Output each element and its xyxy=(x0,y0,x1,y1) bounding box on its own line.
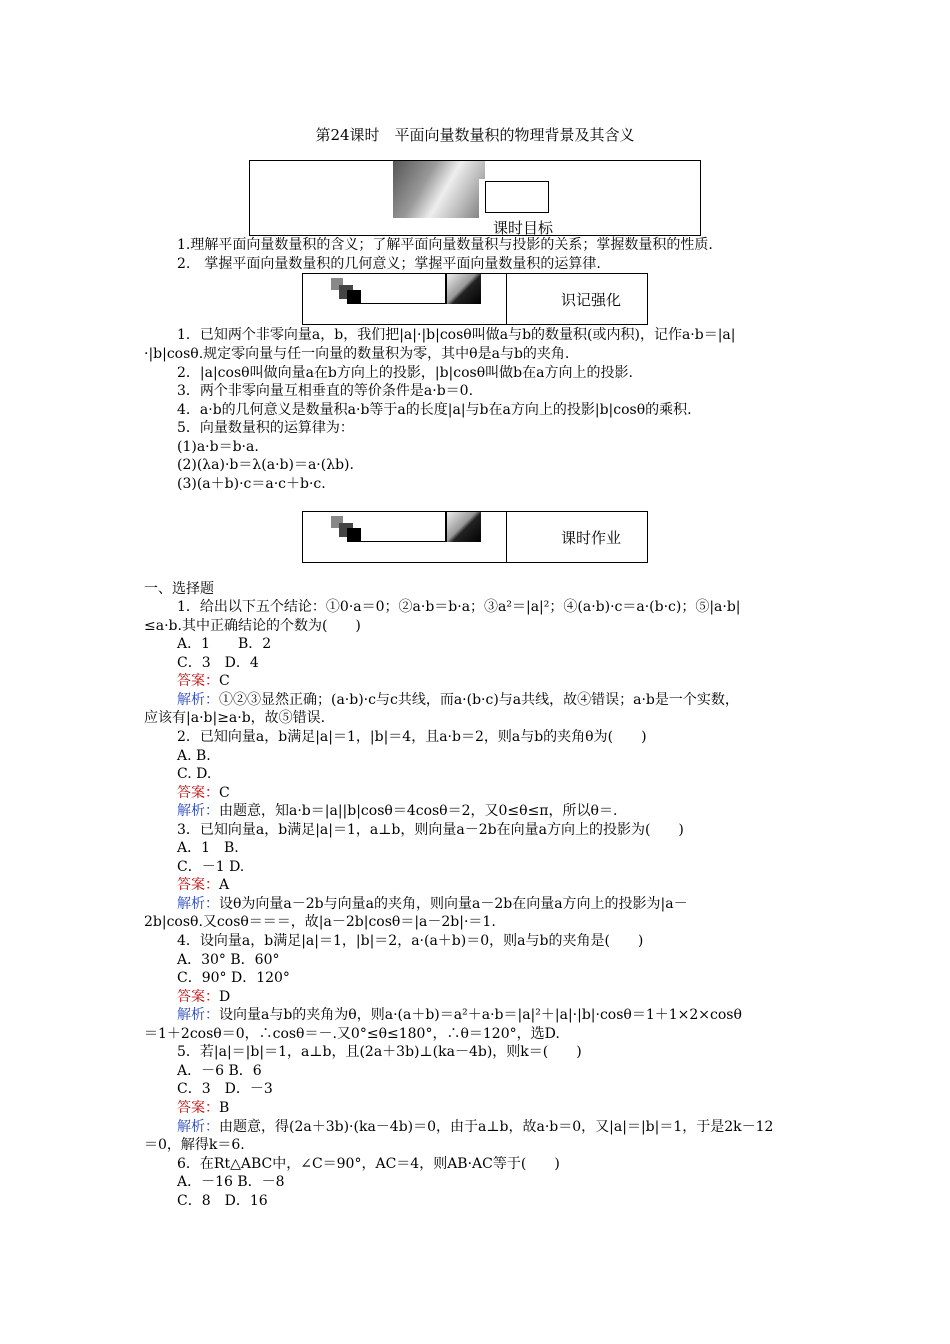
analysis-text: 由题意，知a·b＝|a||b|cosθ＝4cosθ＝2，又0≤θ≤π，所以θ＝. xyxy=(219,803,618,819)
q3-options-2: C．－1 D. xyxy=(177,859,245,875)
answer-label: 答案： xyxy=(177,989,219,1005)
section-heading: 一、选择题 xyxy=(144,581,214,597)
answer-label: 答案： xyxy=(177,673,219,689)
analysis-label: 解析： xyxy=(177,803,219,819)
banner-divider xyxy=(506,512,507,562)
q5-answer xyxy=(177,1099,843,1118)
memory-line-8: (2)(λa)·b＝λ(a·b)＝a·(λb). xyxy=(177,457,354,473)
q1-analysis-2: 应该有|a·b|≥a·b，故⑤错误. xyxy=(144,710,326,726)
q2-options-1: A. B. xyxy=(177,748,211,764)
memory-line-5: 4．a·b的几何意义是数量积a·b等于a的长度|a|与b在a方向上的投影|b|cosθ的乘积. xyxy=(177,402,692,418)
q1-options-2: C．3 D．4 xyxy=(177,655,259,671)
q3-analysis-2: 2b|cosθ.又cosθ＝＝＝，故|a－2b|cosθ＝|a－2b|·＝1. xyxy=(144,914,496,930)
q2-stem-1: 2．已知向量a，b满足|a|＝1，|b|＝4，且a·b＝2，则a与b的夹角θ为( ) xyxy=(177,729,647,745)
goal-line-2: 2. 掌握平面向量数量积的几何意义；掌握平面向量数量积的运算律. xyxy=(177,256,601,272)
analysis-label: 解析： xyxy=(177,896,219,912)
answer-value: A xyxy=(219,877,230,893)
analysis-text: ①②③显然正确；(a·b)·c与c共线，而a·(b·c)与a共线，故④错误；a·b是一个实数， xyxy=(219,692,739,708)
q3-answer xyxy=(177,876,843,895)
q5-stem-1: 5．若|a|＝|b|＝1，a⊥b，且(2a＋3b)⊥(ka－4b)，则k＝( ) xyxy=(177,1044,582,1060)
q3-analysis-1 xyxy=(177,895,843,914)
banner-diagonal-decoration xyxy=(447,512,481,542)
q4-stem-1: 4．设向量a，b满足|a|＝1，|b|＝2，a·(a＋b)＝0，则a与b的夹角是( ) xyxy=(177,933,644,949)
q6-options-2: C．8 D．16 xyxy=(177,1193,268,1209)
analysis-text: 设向量a与b的夹角为θ，则a·(a＋b)＝a²＋a·b＝|a|²＋|a|·|b|·cosθ＝1＋1×2×cosθ xyxy=(219,1007,742,1023)
answer-value: C xyxy=(219,673,230,689)
goals-banner xyxy=(249,160,701,236)
memory-line-9: (3)(a＋b)·c＝a·c＋b·c. xyxy=(177,476,326,492)
analysis-text: 设θ为向量a－2b与向量a的夹角，则向量a－2b在向量a方向上的投影为|a－ xyxy=(219,896,688,912)
banner-square-black xyxy=(347,528,361,542)
goals-heading: 课时目标 xyxy=(493,219,554,237)
homework-heading: 课时作业 xyxy=(561,529,622,547)
memory-heading: 识记强化 xyxy=(561,291,622,309)
q2-options-2: C. D. xyxy=(177,766,212,782)
q1-options-1: A．1 B．2 xyxy=(177,636,272,652)
memory-line-7: (1)a·b＝b·a. xyxy=(177,439,259,455)
answer-value: B xyxy=(219,1100,230,1116)
q4-analysis-2: ＝1＋2cosθ＝0，∴cosθ＝－.又0°≤θ≤180°，∴θ＝120°，选D. xyxy=(144,1026,560,1042)
analysis-label: 解析： xyxy=(177,692,219,708)
goal-line-1: 1.理解平面向量数量积的含义；了解平面向量数量积与投影的关系；掌握数量积的性质. xyxy=(177,237,713,253)
answer-value: D xyxy=(219,989,231,1005)
q4-analysis-1 xyxy=(177,1006,843,1025)
q5-analysis-2: ＝0，解得k＝6. xyxy=(144,1137,245,1153)
banner-divider xyxy=(506,274,507,324)
memory-banner xyxy=(302,273,648,325)
q6-stem-1: 6．在Rt△ABC中，∠C＝90°，AC＝4，则AB·AC等于( ) xyxy=(177,1156,560,1172)
q1-stem-1: 1．给出以下五个结论：①0·a＝0；②a·b＝b·a；③a²＝|a|²；④(a·b)·c＝a·(b·c)；⑤|a·b| xyxy=(177,599,741,615)
answer-label: 答案： xyxy=(177,785,219,801)
q1-stem-2: ≤a·b.其中正确结论的个数为( ) xyxy=(144,618,361,634)
q3-stem-1: 3．已知向量a，b满足|a|＝1，a⊥b，则向量a－2b在向量a方向上的投影为( ) xyxy=(177,822,684,838)
memory-line-2: ·|b|cosθ.规定零向量与任一向量的数量积为零，其中θ是a与b的夹角. xyxy=(144,346,570,362)
q2-analysis-1 xyxy=(177,802,843,821)
analysis-label: 解析： xyxy=(177,1119,219,1135)
q5-options-2: C．3 D．－3 xyxy=(177,1081,273,1097)
answer-label: 答案： xyxy=(177,1100,219,1116)
q5-analysis-1 xyxy=(177,1118,843,1137)
page-title: 第24课时 平面向量数量积的物理背景及其含义 xyxy=(315,126,635,144)
answer-value: C xyxy=(219,785,230,801)
memory-line-4: 3．两个非零向量互相垂直的等价条件是a·b＝0. xyxy=(177,383,474,399)
memory-line-3: 2．|a|cosθ叫做向量a在b方向上的投影，|b|cosθ叫做b在a方向上的投影. xyxy=(177,365,633,381)
q2-answer xyxy=(177,784,843,803)
analysis-text: 由题意，得(2a＋3b)·(ka－4b)＝0，由于a⊥b，故a·b＝0，又|a|＝|b|＝1，于是2k－12 xyxy=(219,1119,774,1135)
banner-inner-rect xyxy=(485,181,549,213)
analysis-label: 解析： xyxy=(177,1007,219,1023)
banner-gradient-decoration xyxy=(393,161,485,218)
q4-answer xyxy=(177,988,843,1007)
q1-analysis-1 xyxy=(177,691,843,710)
banner-line xyxy=(361,303,445,304)
answer-label: 答案： xyxy=(177,877,219,893)
memory-line-1: 1．已知两个非零向量a，b，我们把|a|·|b|cosθ叫做a与b的数量积(或内积)，记作a·b＝|a| xyxy=(177,327,736,343)
homework-banner xyxy=(302,511,648,563)
banner-square-black xyxy=(347,290,361,304)
q3-options-1: A．1 B. xyxy=(177,840,239,856)
q1-answer xyxy=(177,672,843,691)
q5-options-1: A．－6 B．6 xyxy=(177,1063,262,1079)
q6-options-1: A．－16 B．－8 xyxy=(177,1174,285,1190)
banner-line xyxy=(361,541,445,542)
q4-options-2: C．90° D．120° xyxy=(177,970,290,986)
banner-diagonal-decoration xyxy=(447,274,481,304)
q4-options-1: A．30° B．60° xyxy=(177,952,280,968)
memory-line-6: 5．向量数量积的运算律为： xyxy=(177,420,354,436)
